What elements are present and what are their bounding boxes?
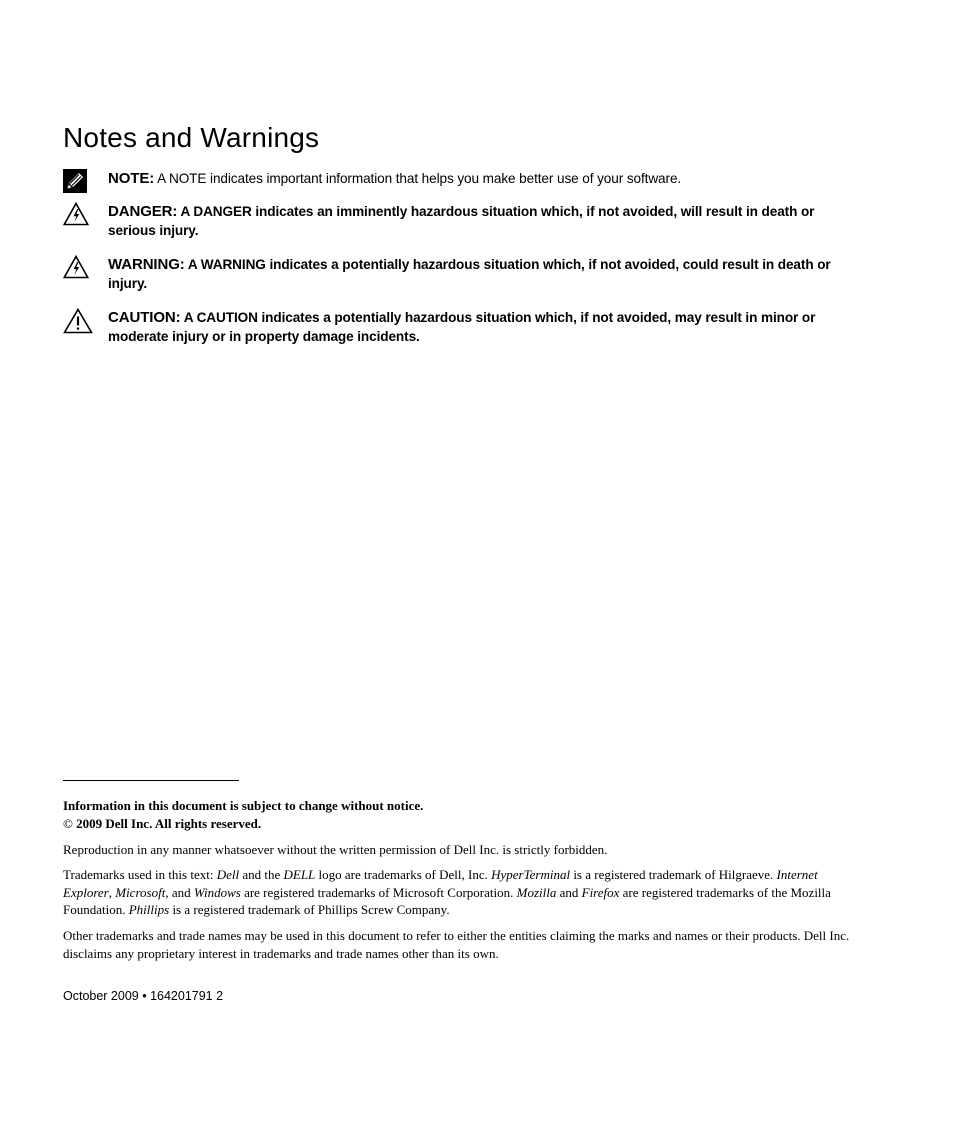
note-notice xyxy=(63,169,853,188)
warning-notice xyxy=(63,255,853,293)
trademark-phillips: Phillips xyxy=(128,902,170,917)
trademarks-text: Trademarks used in this text: xyxy=(63,867,217,882)
legal-notice xyxy=(63,797,853,832)
danger-label: DANGER: xyxy=(108,203,178,220)
trademarks-statement xyxy=(63,866,853,919)
copyright-line: 2009 Dell Inc. All rights reserved. xyxy=(72,815,262,831)
footer-divider xyxy=(63,780,239,781)
trademarks-text: and the xyxy=(239,867,284,882)
change-notice: Information in this document is subject to change without notice. xyxy=(63,798,424,813)
trademarks-text: are registered trademarks of the Mozilla Foundation. xyxy=(63,884,831,917)
other-trademarks-statement: Other trademarks and trade names may be used in this document to refer to either the entities claiming the marks and names or their products. Dell Inc. disclaims any proprietary interest in trademarks and trade names other than its own. xyxy=(63,928,850,961)
lightning-triangle-icon xyxy=(63,255,89,281)
reproduction-statement: Reproduction in any manner whatsoever without the written permission of Dell Inc. is strictly forbidden. xyxy=(63,842,608,857)
trademarks-text: are registered trademarks of Microsoft Corporation. xyxy=(240,884,517,900)
trademark-hyperterminal: HyperTerminal xyxy=(491,867,571,882)
lightning-triangle-icon xyxy=(63,202,89,228)
trademark-internet-explorer: Internet Explorer xyxy=(63,867,818,900)
warning-label: WARNING: xyxy=(108,256,185,273)
trademarks-text: is a registered trademark of Hilgraeve. xyxy=(570,867,777,882)
caution-text: A CAUTION indicates a potentially hazardous situation which, if not avoided, may result in minor or moderate injury or in property damage incidents. xyxy=(108,310,816,344)
danger-notice xyxy=(63,202,853,240)
trademarks-text: , xyxy=(108,884,116,900)
exclamation-triangle-icon xyxy=(63,308,89,334)
trademark-mozilla: Mozilla xyxy=(516,884,557,900)
note-pencil-icon xyxy=(63,169,89,195)
trademark-dell-logo: DELL xyxy=(283,867,316,882)
caution-label: CAUTION: xyxy=(108,309,181,326)
note-label: NOTE: xyxy=(108,170,155,187)
trademark-microsoft: Microsoft xyxy=(115,884,166,900)
caution-notice xyxy=(63,308,853,346)
page-title: Notes and Warnings xyxy=(63,122,320,153)
trademark-windows: Windows xyxy=(193,884,241,900)
trademarks-text: logo are trademarks of Dell, Inc. xyxy=(315,867,492,882)
document-id: October 2009 • 164201791 2 xyxy=(63,989,224,1003)
copyright-symbol: © xyxy=(63,815,73,831)
danger-text: A DANGER indicates an imminently hazardous situation which, if not avoided, will result in death or serious injury. xyxy=(108,204,815,238)
trademark-dell: Dell xyxy=(216,867,240,882)
warning-text: A WARNING indicates a potentially hazardous situation which, if not avoided, could result in death or injury. xyxy=(108,257,831,291)
note-text: A NOTE indicates important information that helps you make better use of your software. xyxy=(154,171,682,186)
trademarks-text: , and xyxy=(165,884,194,900)
trademarks-text: is a registered trademark of Phillips Screw Company. xyxy=(169,902,450,917)
trademark-firefox: Firefox xyxy=(581,884,620,900)
trademarks-text: and xyxy=(556,884,582,900)
